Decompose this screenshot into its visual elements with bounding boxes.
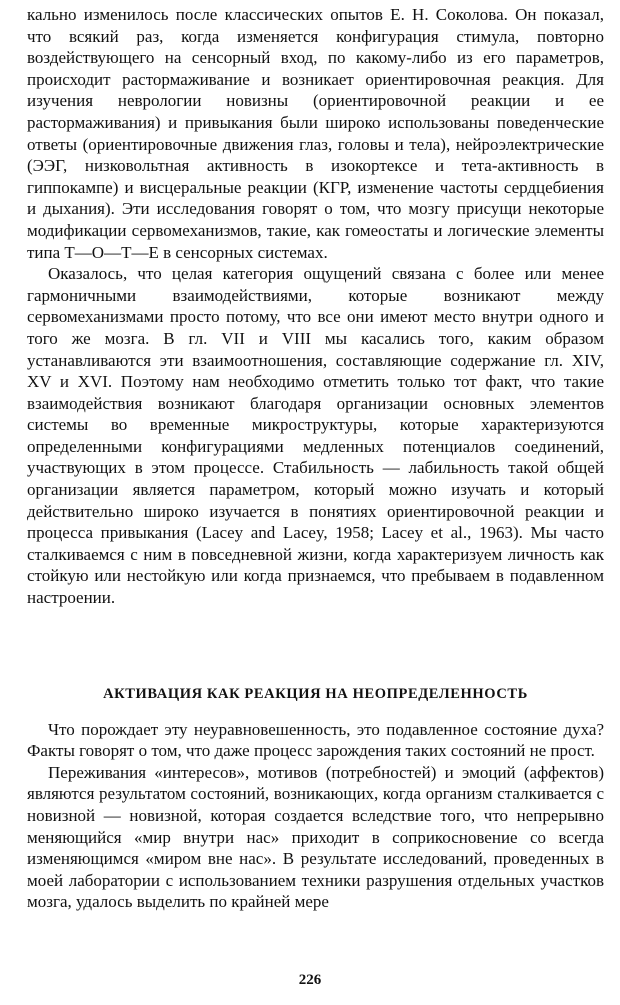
paragraph: Переживания «интересов», мотивов (потребностей) и эмоций (аффектов) являются результатом состояний, возникающих, когда организм сталкивается с новизной — новизной, которая создается вследствие того, что непрерывно меняющийся «мир внутри нас» приходит в соприкосновение со всегда изменяющимся «миром вне нас». В результате исследований, проведенных в моей лаборатории с использованием техники разрушения отдельных участков мозга, удалось выделить по крайней мере (27, 762, 604, 912)
paragraph: Что порождает эту неуравновешенность, это подавленное состояние духа? Факты говорят о том, что даже процесс зарождения таких состояний не прост. (27, 719, 604, 761)
section-heading: АКТИВАЦИЯ КАК РЕАКЦИЯ НА НЕОПРЕДЕЛЕННОСТЬ (103, 685, 528, 702)
page-number: 226 (298, 972, 322, 988)
paragraph: Оказалось, что целая категория ощущений связана с более или менее гармоничными взаимодействиями, которые возникают между сервомеханизмами просто потому, что все они имеют место внутри одного и того же мозга. В гл. VII и VIII мы касались того, каким образом устанавливаются эти взаимоотношения, составляющие содержание гл. XIV, XV и XVI. Поэтому нам необходимо отметить только тот факт, что такие взаимодействия возникают благодаря организации основных элементов системы во временные микроструктуры, которые характеризуются определенными конфигурациями медленных потенциалов соединений, участвующих в этом процессе. Стабильность — лабильность такой общей организации является параметром, который можно изучать и который действительно широко изучается в понятиях ориентировочной реакции и процесса привыкания (Lacey and Lacey, 1958; Lacey et al., 1963). Мы часто сталкиваемся с ним в повседневной жизни, когда характеризуем личность как стойкую или нестойкую или когда признаемся, что пребываем в подавленном настроении. (27, 264, 604, 608)
paragraph-continued: кально изменилось после классических опытов Е. Н. Соколова. Он показал, что всякий раз, когда изменяется конфигурация стимула, повторно воздействующего на сенсорный вход, по какому-либо из его параметров, происходит растормаживание и возникает ориентировочная реакция. Для изучения неврологии новизны (ориентировочной реакции и ее растормаживания) и привыкания были широко использованы поведенческие ответы (ориентировочные движения глаз, головы и тела), нейроэлектрические (ЭЭГ, низковольтная активность в изокортексе и тета-активность в гиппокампе) и висцеральные реакции (КГР, изменение частоты сердцебиения и дыхания). Эти исследования говорят о том, что мозгу присущи некоторые модификации сервомеханизмов, такие, как гомеостаты и логические элементы типа Т—О—Т—Е в сенсорных системах. (27, 5, 604, 262)
